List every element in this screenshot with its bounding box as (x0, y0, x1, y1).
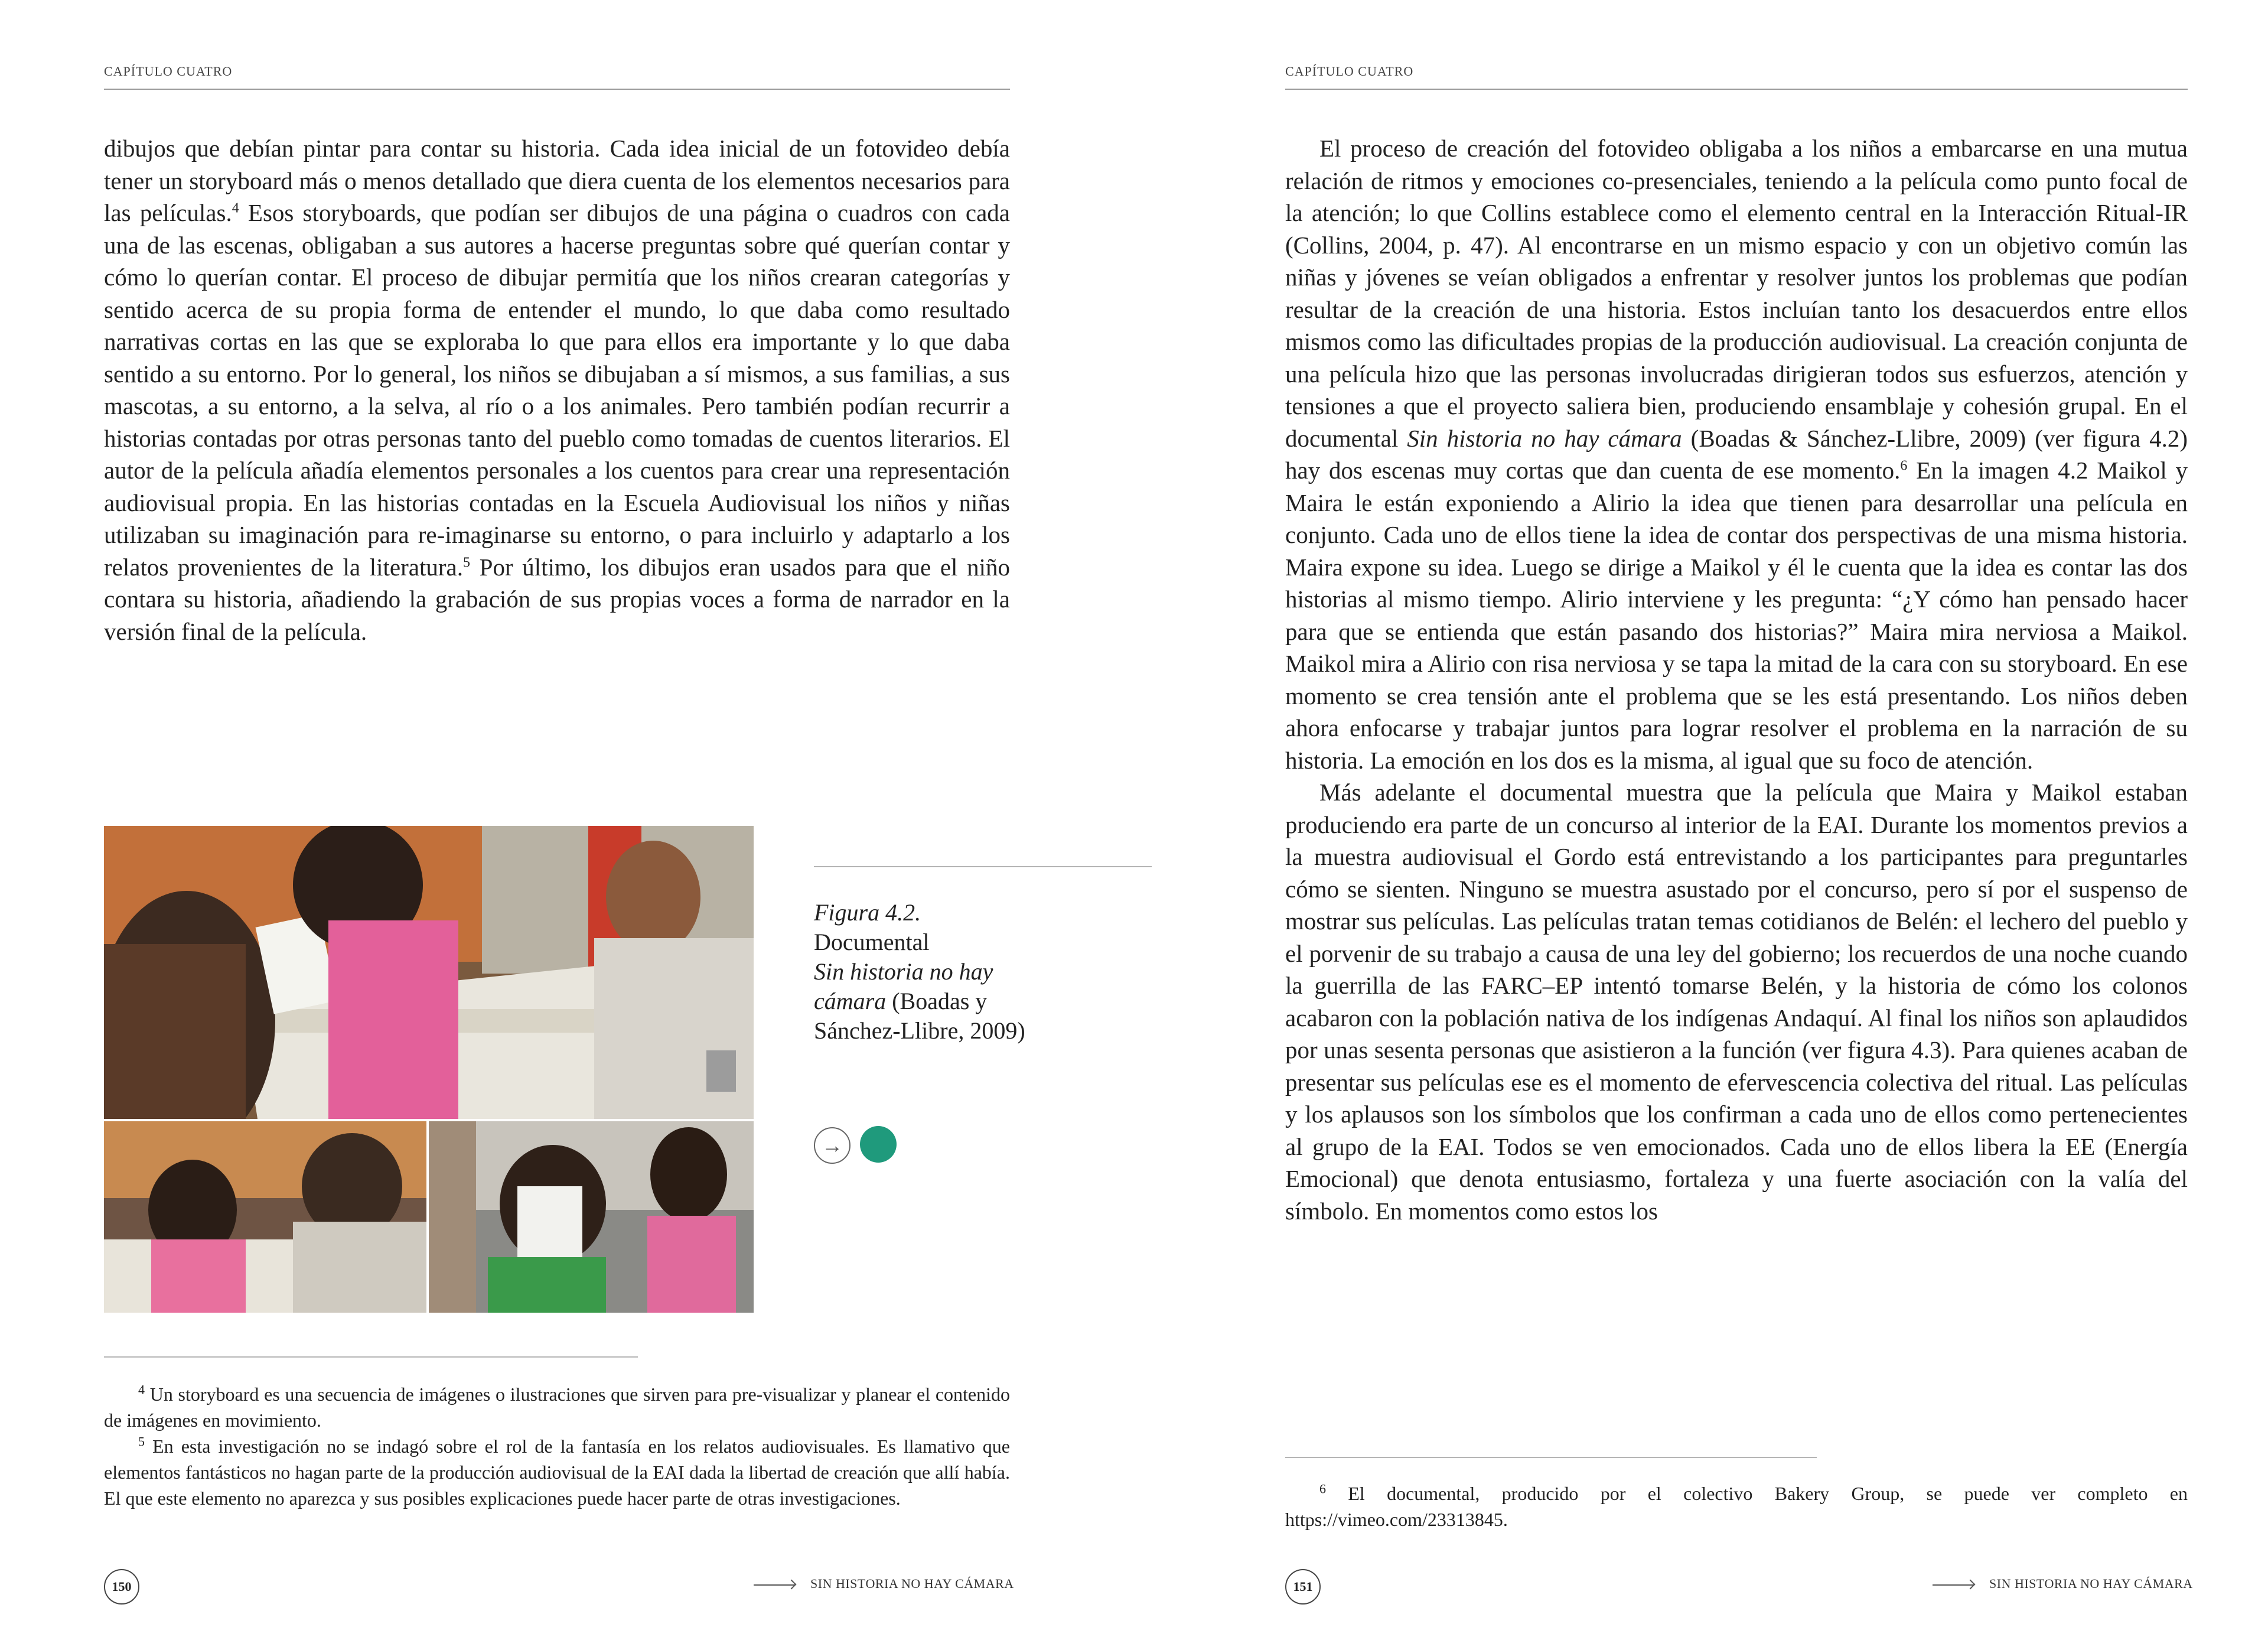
accent-dot-icon[interactable] (860, 1126, 897, 1163)
page-number: 150 (104, 1569, 139, 1605)
footnote-ref-4[interactable]: 4 (232, 200, 239, 216)
footnote-ref-5[interactable]: 5 (462, 554, 470, 570)
figure-caption (814, 898, 1062, 1046)
figure-caption-line: Documental (814, 929, 930, 955)
footnote-6: $^6$ El documental, producido por el colectivo Bakery Group, se puede ver completo en https://vimeo.com/23313845. (1285, 1481, 2188, 1530)
arrow-right-icon[interactable]: → (814, 1127, 850, 1164)
paragraph-2: Más adelante el documental muestra que la película que Maira y Maikol estaban produciendo era parte de un concurso al interior de la EAI. Durante los momentos previos a la muestra audiovisual el Gordo está entrevistando a los participantes para preguntarles cómo se sienten. Ninguno se muestra asustado por el concurso, pero sí por el suspenso de mostrar sus películas. Las películas tratan temas cotidianos de Belén: el lechero del pueblo y el porvenir de su trabajo a causa de una ley del gobierno; los recuerdos de una noche cuando la guerrilla de las FARC–EP intentó tomarse Belén, y la historia de cómo los colonos acabaron con la población nativa de los indígenas Andaquí. Al final los niños son aplaudidos por unas sesenta personas que asistieron a la función (ver figura 4.3). Para quienes acaban de presentar sus películas ese es el momento de efervescencia colectiva del ritual. Las películas y los aplausos son los símbolos que los confirman a cada uno de ellos como pertenecientes al grupo de la EAI. Todos se ven emocionados. Cada uno de ellos libera la EE (Energía Emocional) que denota entusiasmo, fortaleza y una fuerte asociación con la valía del símbolo. En momentos como estos los (1285, 779, 2188, 1225)
right-page (1134, 0, 2268, 1650)
figure-photo-bottom-left (104, 1121, 426, 1313)
paragraph-1: El proceso de creación del fotovideo obligaba a los niños a embarcarse en una mutua relación de ritmos y emociones co-presenciales, teniendo a la película como punto focal de la atención; lo que Collins establece como el elemento central en la Interacción Ritual-IR (Collins, 2004, p. 47). Al encontrarse en un mismo espacio y con un objetivo común las niñas y jóvenes se veían obligados a enfrentar y resolver juntos los problemas que podían resultar de la creación de una historia. Estos incluían tanto los desacuerdos entre ellos mismos como las dificultades propias de la producción audiovisual. La creación conjunta de una película hizo que las personas involucradas dirigieran todos sus esfuerzos, atención y tensiones a que el proyecto saliera bien, produciendo ensamblaje y cohesión grupal. En el documental Sin historia no hay cámara (Boadas & Sánchez-Llibre, 2009) (ver figura 4.2) hay dos escenas muy cortas que dan cuenta de ese momento.$^6$ En la imagen 4.2 Maikol y Maira le están exponiendo a Alirio la idea que tienen para desarrollar una película en conjunto. Cada uno de ellos tiene la idea de contar dos perspectivas de una misma historia. Maira expone su idea. Luego se dirige a Maikol y él le cuenta que la idea es contar las dos historias al mismo tiempo. Alirio interviene y les pregunta: “¿Y cómo han pensado hacer para que se entienda que están pasando dos historias?” Maira mira nerviosa a Maikol. Maikol mira a Alirio con risa nerviosa y se tapa la mitad de la cara con su storyboard. En ese momento se crea tensión ante el problema que se les está presentando. Los niños deben ahora enfocarse y trabajar juntos para lograr resolver el problema en la narración de su historia. La emoción en los dos es la misma, al igual que su foco de atención. (1285, 135, 2188, 774)
figure-title: Sin historia no hay cámara (814, 958, 993, 1014)
paragraph: dibujos que debían pintar para contar su historia. Cada idea inicial de un fotovideo debía tener un storyboard más o menos detallado que diera cuenta de los elementos necesarios para las películas.$^4$ Esos storyboards, que podían ser dibujos de una página o cuadros con cada una de las escenas, obligaban a sus autores a hacerse preguntas sobre qué querían contar y cómo lo querían contar. El proceso de dibujar permitía que los niños crearan categorías y sentido acerca de su propia forma de entender el mundo, lo que daba como resultado narrativas cortas en las que se exploraba lo que para ellos era importante y lo que daba sentido a su entorno. Por lo general, los niños se dibujaban a sí mismos, a sus familias, a sus mascotas, a su entorno, a la selva, al río o a los animales. Pero también podían recurrir a historias contadas por otras personas tanto del pueblo como tomadas de cuentos literarios. El autor de la película añadía elementos personales a los cuentos para crear una representación audiovisual propia. En las historias contadas en la Escuela Audiovisual los niños y niñas utilizaban su imaginación para re-imaginarse su entorno, o para incluirlo y adaptarlo a los relatos provenientes de la literatura.$^5$ Por último, los dibujos eran usados para que el niño contara su historia, añadiendo la grabación de sus propias voces a forma de narrador en la versión final de la película. (104, 135, 1010, 645)
footnotes (104, 1381, 1010, 1511)
footnote-5: $^5$ En esta investigación no se indagó sobre el rol de la fantasía en los relatos audiovisuales. Es llamativo que elementos fantásticos no hagan parte de la producción audiovisual de la EAI dada la libertad de creación que allí había. El que este elemento no aparezca y sus posibles explicaciones puede hacer parte de otras investigaciones. (104, 1434, 1010, 1509)
footer-arrow-icon (1933, 1584, 1974, 1586)
footer-book-title: SIN HISTORIA NO HAY CÁMARA (1989, 1576, 2193, 1591)
documentary-title: Sin historia no hay cámara (1407, 424, 1682, 452)
figure-photo-bottom-right (429, 1121, 754, 1313)
figure-label: Figura 4.2. (814, 899, 921, 926)
header-rule (1285, 89, 2188, 90)
header-rule (104, 89, 1010, 90)
running-head: CAPÍTULO CUATRO (1285, 64, 1414, 79)
page-number: 151 (1285, 1569, 1321, 1605)
running-head: CAPÍTULO CUATRO (104, 64, 233, 79)
body-text (104, 132, 1010, 647)
figure-photo-main (104, 826, 754, 1119)
figure-source: (Boadas y Sánchez-Llibre, 2009) (814, 988, 1025, 1044)
caption-rule (814, 866, 1152, 867)
body-text (1285, 132, 2188, 1227)
footer-arrow-icon (754, 1584, 795, 1586)
footer-book-title: SIN HISTORIA NO HAY CÁMARA (810, 1576, 1014, 1591)
footnote-ref-6[interactable]: 6 (1900, 458, 1908, 474)
footnote-rule (104, 1356, 638, 1358)
footnote-4: $^4$ Un storyboard es una secuencia de imágenes o ilustraciones que sirven para pre-visualizar y planear el contenido de imágenes en movimiento. (104, 1382, 1010, 1431)
footnotes (1285, 1480, 2188, 1532)
footnote-rule (1285, 1457, 1817, 1458)
